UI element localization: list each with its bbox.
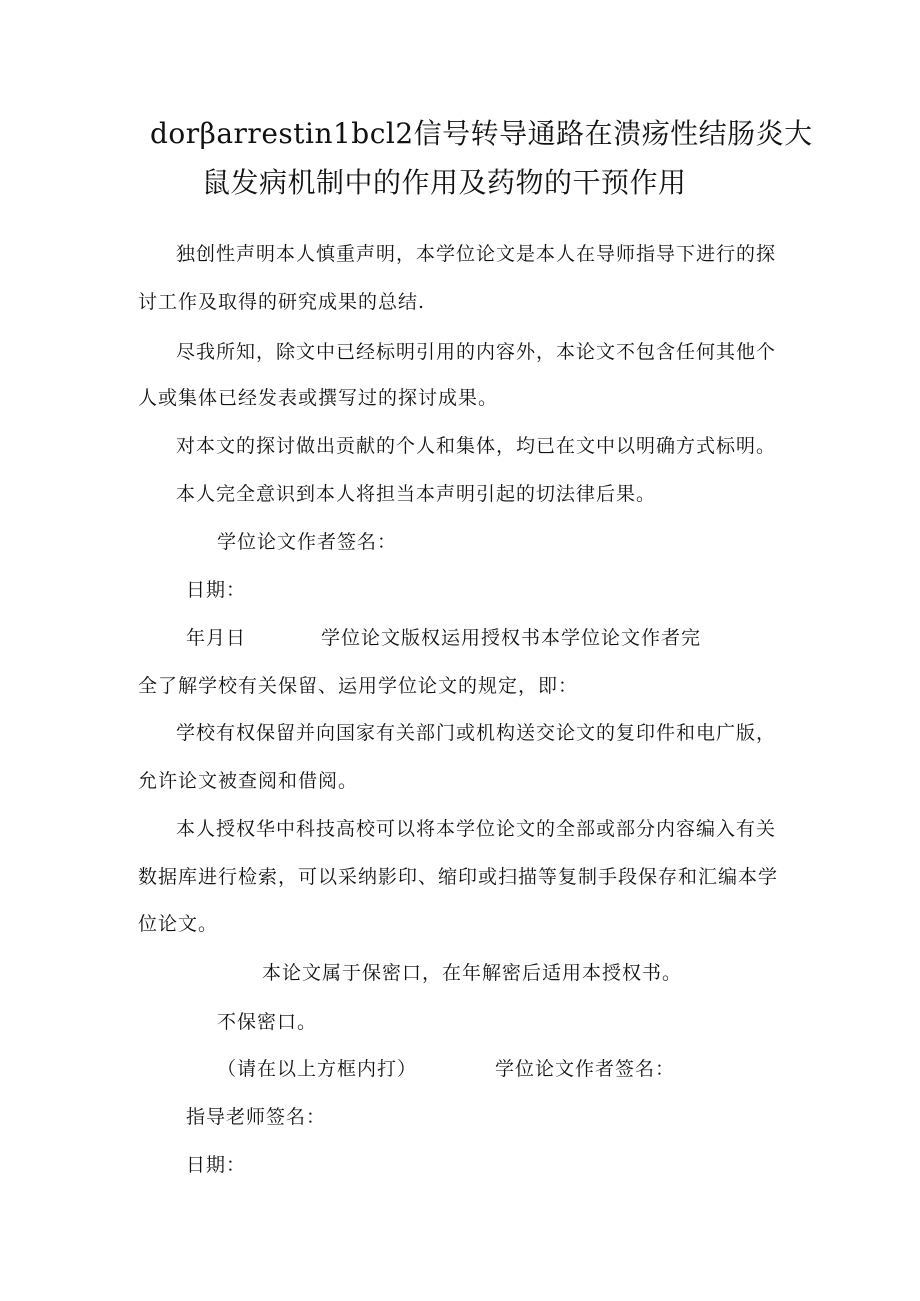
retention-paragraph-line-1: 学校有权保留并向国家有关部门或机构送交论文的复印件和电广版， <box>176 722 777 744</box>
authorization-paragraph-line-1: 本人授权华中科技高校可以将本学位论文的全部或部分内容编入有关 <box>176 818 777 840</box>
authorization-paragraph-line-2: 数据库进行检索，可以采纳影印、缩印或扫描等复制手段保存和汇编本学 <box>138 866 779 888</box>
contribution-paragraph: 对本文的探讨做出贡献的个人和集体，均已在文中以明确方式标明。 <box>176 435 777 457</box>
non-confidential-option: 不保密口。 <box>217 1011 318 1033</box>
date-label-1: 日期： <box>186 579 247 601</box>
document-title-line-1: dorβarrestin1bcl2信号转导通路在溃疡性结肠炎大 <box>150 117 813 150</box>
date-label-2: 日期： <box>186 1154 247 1176</box>
advisor-signature-label: 指导老师签名： <box>186 1106 327 1128</box>
author-signature-label-2: 学位论文作者签名： <box>495 1058 676 1080</box>
confidentiality-option: 本论文属于保密口，在年解密后适用本授权书。 <box>262 962 683 984</box>
license-heading: 学位论文版权运用授权书本学位论文作者完 <box>321 627 702 649</box>
retention-paragraph-line-2: 允许论文被查阅和借阅。 <box>138 770 359 792</box>
checkbox-instruction: （请在以上方框内打） <box>217 1058 418 1080</box>
originality-paragraph-line-2: 人或集体已经发表或撰写过的探讨成果。 <box>138 387 499 409</box>
authorization-paragraph-line-3: 位论文。 <box>138 913 219 935</box>
originality-paragraph-line-1: 尽我所知，除文中已经标明引用的内容外，本论文不包含任何其他个 <box>176 341 777 363</box>
license-intro-continuation: 全了解学校有关保留、运用学位论文的规定，即： <box>138 675 579 697</box>
legal-consequence-paragraph: 本人完全意识到本人将担当本声明引起的切法律后果。 <box>176 483 657 505</box>
document-title-line-2: 鼠发病机制中的作用及药物的干预作用 <box>202 166 687 199</box>
declaration-paragraph-line-2: 讨工作及取得的研究成果的总结. <box>138 291 426 313</box>
declaration-paragraph-line-1: 独创性声明本人慎重声明，本学位论文是本人在导师指导下进行的探 <box>176 243 777 265</box>
author-signature-label-1: 学位论文作者签名： <box>217 531 398 553</box>
year-month-day-label: 年月日 <box>186 627 247 649</box>
